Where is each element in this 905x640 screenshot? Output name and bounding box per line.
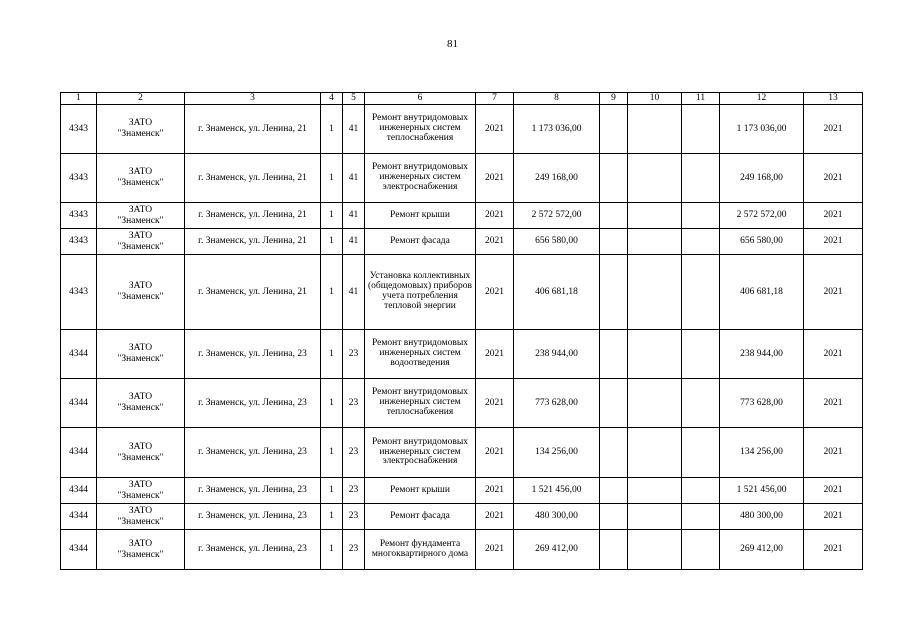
- page-number: 81: [447, 38, 458, 50]
- total-cost-cell: 480 300,00: [514, 504, 600, 530]
- column-header: 3: [185, 93, 321, 105]
- year-cell: 2021: [476, 105, 514, 154]
- completion-year-cell: 2021: [804, 105, 863, 154]
- column-9-cell: [600, 154, 628, 203]
- house-id-cell: 4343: [61, 154, 97, 203]
- column-5-cell: 41: [343, 154, 365, 203]
- table-row: [61, 428, 863, 478]
- work-type-cell: Ремонт внутридомовых инженерных систем электроснабжения: [365, 154, 476, 203]
- total-cost-cell: 134 256,00: [514, 428, 600, 478]
- municipality-line: ЗАТО: [128, 167, 153, 177]
- total-cost-cell: 269 412,00: [514, 530, 600, 570]
- year-cell: 2021: [476, 379, 514, 428]
- house-id-cell: 4344: [61, 530, 97, 570]
- column-5-cell: 23: [343, 330, 365, 379]
- column-header: 10: [628, 93, 682, 105]
- column-11-cell: [682, 530, 720, 570]
- address-cell: г. Знаменск, ул. Ленина, 23: [185, 478, 321, 504]
- column-9-cell: [600, 478, 628, 504]
- municipality-cell: [97, 504, 185, 530]
- column-4-cell: 1: [321, 229, 343, 255]
- completion-year-cell: 2021: [804, 530, 863, 570]
- column-11-cell: [682, 105, 720, 154]
- completion-year-cell: 2021: [804, 504, 863, 530]
- column-12-cell: 269 412,00: [720, 530, 804, 570]
- work-type-cell: Ремонт внутридомовых инженерных систем теплоснабжения: [365, 379, 476, 428]
- column-header: 2: [97, 93, 185, 105]
- column-5-cell: 41: [343, 203, 365, 229]
- work-type-cell: Ремонт фундамента многоквартирного дома: [365, 530, 476, 570]
- table-row: [61, 530, 863, 570]
- table-row: [61, 330, 863, 379]
- year-cell: 2021: [476, 330, 514, 379]
- column-9-cell: [600, 105, 628, 154]
- municipality-cell: [97, 255, 185, 330]
- address-cell: г. Знаменск, ул. Ленина, 21: [185, 255, 321, 330]
- municipality-line: "Знаменск": [117, 354, 164, 364]
- completion-year-cell: 2021: [804, 478, 863, 504]
- column-10-cell: [628, 428, 682, 478]
- municipality-line: "Знаменск": [117, 490, 164, 501]
- capital-repair-table: [60, 92, 863, 570]
- column-5-cell: 23: [343, 428, 365, 478]
- column-12-cell: 1 521 456,00: [720, 478, 804, 504]
- completion-year-cell: 2021: [804, 203, 863, 229]
- column-10-cell: [628, 105, 682, 154]
- year-cell: 2021: [476, 203, 514, 229]
- column-11-cell: [682, 255, 720, 330]
- work-type-cell: Ремонт внутридомовых инженерных систем водоотведения: [365, 330, 476, 379]
- column-4-cell: 1: [321, 203, 343, 229]
- column-9-cell: [600, 379, 628, 428]
- municipality-line: ЗАТО: [128, 538, 153, 549]
- column-12-cell: 238 944,00: [720, 330, 804, 379]
- municipality-cell: [97, 530, 185, 570]
- column-5-cell: 41: [343, 229, 365, 255]
- table-row: [61, 379, 863, 428]
- address-cell: г. Знаменск, ул. Ленина, 23: [185, 504, 321, 530]
- column-10-cell: [628, 478, 682, 504]
- column-12-cell: 1 173 036,00: [720, 105, 804, 154]
- completion-year-cell: 2021: [804, 154, 863, 203]
- column-11-cell: [682, 478, 720, 504]
- address-cell: г. Знаменск, ул. Ленина, 23: [185, 330, 321, 379]
- column-9-cell: [600, 255, 628, 330]
- municipality-line: ЗАТО: [128, 505, 153, 516]
- column-9-cell: [600, 504, 628, 530]
- municipality-line: ЗАТО: [128, 441, 153, 452]
- municipality-line: ЗАТО: [128, 230, 153, 241]
- column-12-cell: 2 572 572,00: [720, 203, 804, 229]
- column-10-cell: [628, 203, 682, 229]
- table-row: [61, 229, 863, 255]
- house-id-cell: 4343: [61, 203, 97, 229]
- column-10-cell: [628, 379, 682, 428]
- house-id-cell: 4343: [61, 229, 97, 255]
- address-cell: г. Знаменск, ул. Ленина, 23: [185, 428, 321, 478]
- column-10-cell: [628, 504, 682, 530]
- table-row: [61, 105, 863, 154]
- column-9-cell: [600, 203, 628, 229]
- table-row: [61, 504, 863, 530]
- completion-year-cell: 2021: [804, 330, 863, 379]
- column-5-cell: 23: [343, 478, 365, 504]
- year-cell: 2021: [476, 530, 514, 570]
- house-id-cell: 4344: [61, 478, 97, 504]
- table-row: [61, 255, 863, 330]
- municipality-line: "Знаменск": [117, 178, 164, 188]
- work-type-cell: Ремонт фасада: [365, 504, 476, 530]
- municipality-line: "Знаменск": [117, 452, 164, 463]
- column-header: 8: [514, 93, 600, 105]
- total-cost-cell: 1 521 456,00: [514, 478, 600, 504]
- column-header: 13: [804, 93, 863, 105]
- column-5-cell: 23: [343, 504, 365, 530]
- column-header: 9: [600, 93, 628, 105]
- column-header: 7: [476, 93, 514, 105]
- column-4-cell: 1: [321, 105, 343, 154]
- municipality-line: "Знаменск": [117, 215, 164, 226]
- column-header: 11: [682, 93, 720, 105]
- municipality-line: "Знаменск": [117, 403, 164, 413]
- municipality-line: "Знаменск": [117, 129, 164, 139]
- table-row: [61, 154, 863, 203]
- year-cell: 2021: [476, 229, 514, 255]
- completion-year-cell: 2021: [804, 255, 863, 330]
- column-10-cell: [628, 530, 682, 570]
- total-cost-cell: 656 580,00: [514, 229, 600, 255]
- municipality-cell: [97, 105, 185, 154]
- municipality-line: "Знаменск": [117, 241, 164, 252]
- house-id-cell: 4344: [61, 504, 97, 530]
- column-header: 1: [61, 93, 97, 105]
- municipality-cell: [97, 379, 185, 428]
- column-header: 6: [365, 93, 476, 105]
- address-cell: г. Знаменск, ул. Ленина, 21: [185, 105, 321, 154]
- municipality-line: ЗАТО: [128, 118, 153, 128]
- work-type-cell: Ремонт фасада: [365, 229, 476, 255]
- column-12-cell: 480 300,00: [720, 504, 804, 530]
- column-number-row: [61, 93, 863, 105]
- column-12-cell: 656 580,00: [720, 229, 804, 255]
- column-header: 5: [343, 93, 365, 105]
- work-type-cell: Ремонт внутридомовых инженерных систем теплоснабжения: [365, 105, 476, 154]
- house-id-cell: 4343: [61, 255, 97, 330]
- column-11-cell: [682, 379, 720, 428]
- column-4-cell: 1: [321, 428, 343, 478]
- year-cell: 2021: [476, 255, 514, 330]
- column-5-cell: 41: [343, 255, 365, 330]
- table-body: [61, 105, 863, 570]
- column-9-cell: [600, 530, 628, 570]
- column-9-cell: [600, 330, 628, 379]
- completion-year-cell: 2021: [804, 379, 863, 428]
- municipality-cell: [97, 203, 185, 229]
- municipality-line: "Знаменск": [117, 292, 164, 302]
- year-cell: 2021: [476, 154, 514, 203]
- municipality-line: ЗАТО: [128, 479, 153, 490]
- municipality-cell: [97, 229, 185, 255]
- municipality-cell: [97, 330, 185, 379]
- completion-year-cell: 2021: [804, 229, 863, 255]
- column-4-cell: 1: [321, 530, 343, 570]
- table-row: [61, 203, 863, 229]
- address-cell: г. Знаменск, ул. Ленина, 21: [185, 203, 321, 229]
- total-cost-cell: 2 572 572,00: [514, 203, 600, 229]
- column-4-cell: 1: [321, 255, 343, 330]
- column-10-cell: [628, 229, 682, 255]
- column-4-cell: 1: [321, 478, 343, 504]
- municipality-line: ЗАТО: [128, 392, 153, 402]
- column-5-cell: 23: [343, 379, 365, 428]
- municipality-cell: [97, 428, 185, 478]
- column-12-cell: 406 681,18: [720, 255, 804, 330]
- work-type-cell: Ремонт крыши: [365, 478, 476, 504]
- completion-year-cell: 2021: [804, 428, 863, 478]
- column-11-cell: [682, 154, 720, 203]
- column-12-cell: 773 628,00: [720, 379, 804, 428]
- work-type-cell: Ремонт крыши: [365, 203, 476, 229]
- column-4-cell: 1: [321, 504, 343, 530]
- year-cell: 2021: [476, 478, 514, 504]
- column-11-cell: [682, 229, 720, 255]
- municipality-line: "Знаменск": [117, 516, 164, 527]
- column-header: 12: [720, 93, 804, 105]
- house-id-cell: 4343: [61, 105, 97, 154]
- address-cell: г. Знаменск, ул. Ленина, 21: [185, 154, 321, 203]
- address-cell: г. Знаменск, ул. Ленина, 23: [185, 530, 321, 570]
- column-10-cell: [628, 154, 682, 203]
- column-4-cell: 1: [321, 330, 343, 379]
- column-10-cell: [628, 255, 682, 330]
- municipality-line: ЗАТО: [128, 281, 153, 291]
- total-cost-cell: 238 944,00: [514, 330, 600, 379]
- total-cost-cell: 406 681,18: [514, 255, 600, 330]
- total-cost-cell: 1 173 036,00: [514, 105, 600, 154]
- column-11-cell: [682, 330, 720, 379]
- column-11-cell: [682, 504, 720, 530]
- municipality-line: "Знаменск": [117, 549, 164, 560]
- work-type-cell: Ремонт внутридомовых инженерных систем электроснабжения: [365, 428, 476, 478]
- table-row: [61, 478, 863, 504]
- municipality-line: ЗАТО: [128, 343, 153, 353]
- column-header: 4: [321, 93, 343, 105]
- year-cell: 2021: [476, 428, 514, 478]
- year-cell: 2021: [476, 504, 514, 530]
- house-id-cell: 4344: [61, 379, 97, 428]
- work-type-cell: Установка коллективных (общедомовых) приборов учета потребления тепловой энергии: [365, 255, 476, 330]
- municipality-cell: [97, 154, 185, 203]
- column-5-cell: 23: [343, 530, 365, 570]
- address-cell: г. Знаменск, ул. Ленина, 21: [185, 229, 321, 255]
- column-10-cell: [628, 330, 682, 379]
- column-5-cell: 41: [343, 105, 365, 154]
- column-4-cell: 1: [321, 154, 343, 203]
- house-id-cell: 4344: [61, 330, 97, 379]
- municipality-cell: [97, 478, 185, 504]
- total-cost-cell: 773 628,00: [514, 379, 600, 428]
- column-4-cell: 1: [321, 379, 343, 428]
- column-9-cell: [600, 428, 628, 478]
- column-9-cell: [600, 229, 628, 255]
- column-11-cell: [682, 428, 720, 478]
- column-11-cell: [682, 203, 720, 229]
- municipality-line: ЗАТО: [128, 204, 153, 215]
- address-cell: г. Знаменск, ул. Ленина, 23: [185, 379, 321, 428]
- house-id-cell: 4344: [61, 428, 97, 478]
- column-12-cell: 249 168,00: [720, 154, 804, 203]
- column-12-cell: 134 256,00: [720, 428, 804, 478]
- total-cost-cell: 249 168,00: [514, 154, 600, 203]
